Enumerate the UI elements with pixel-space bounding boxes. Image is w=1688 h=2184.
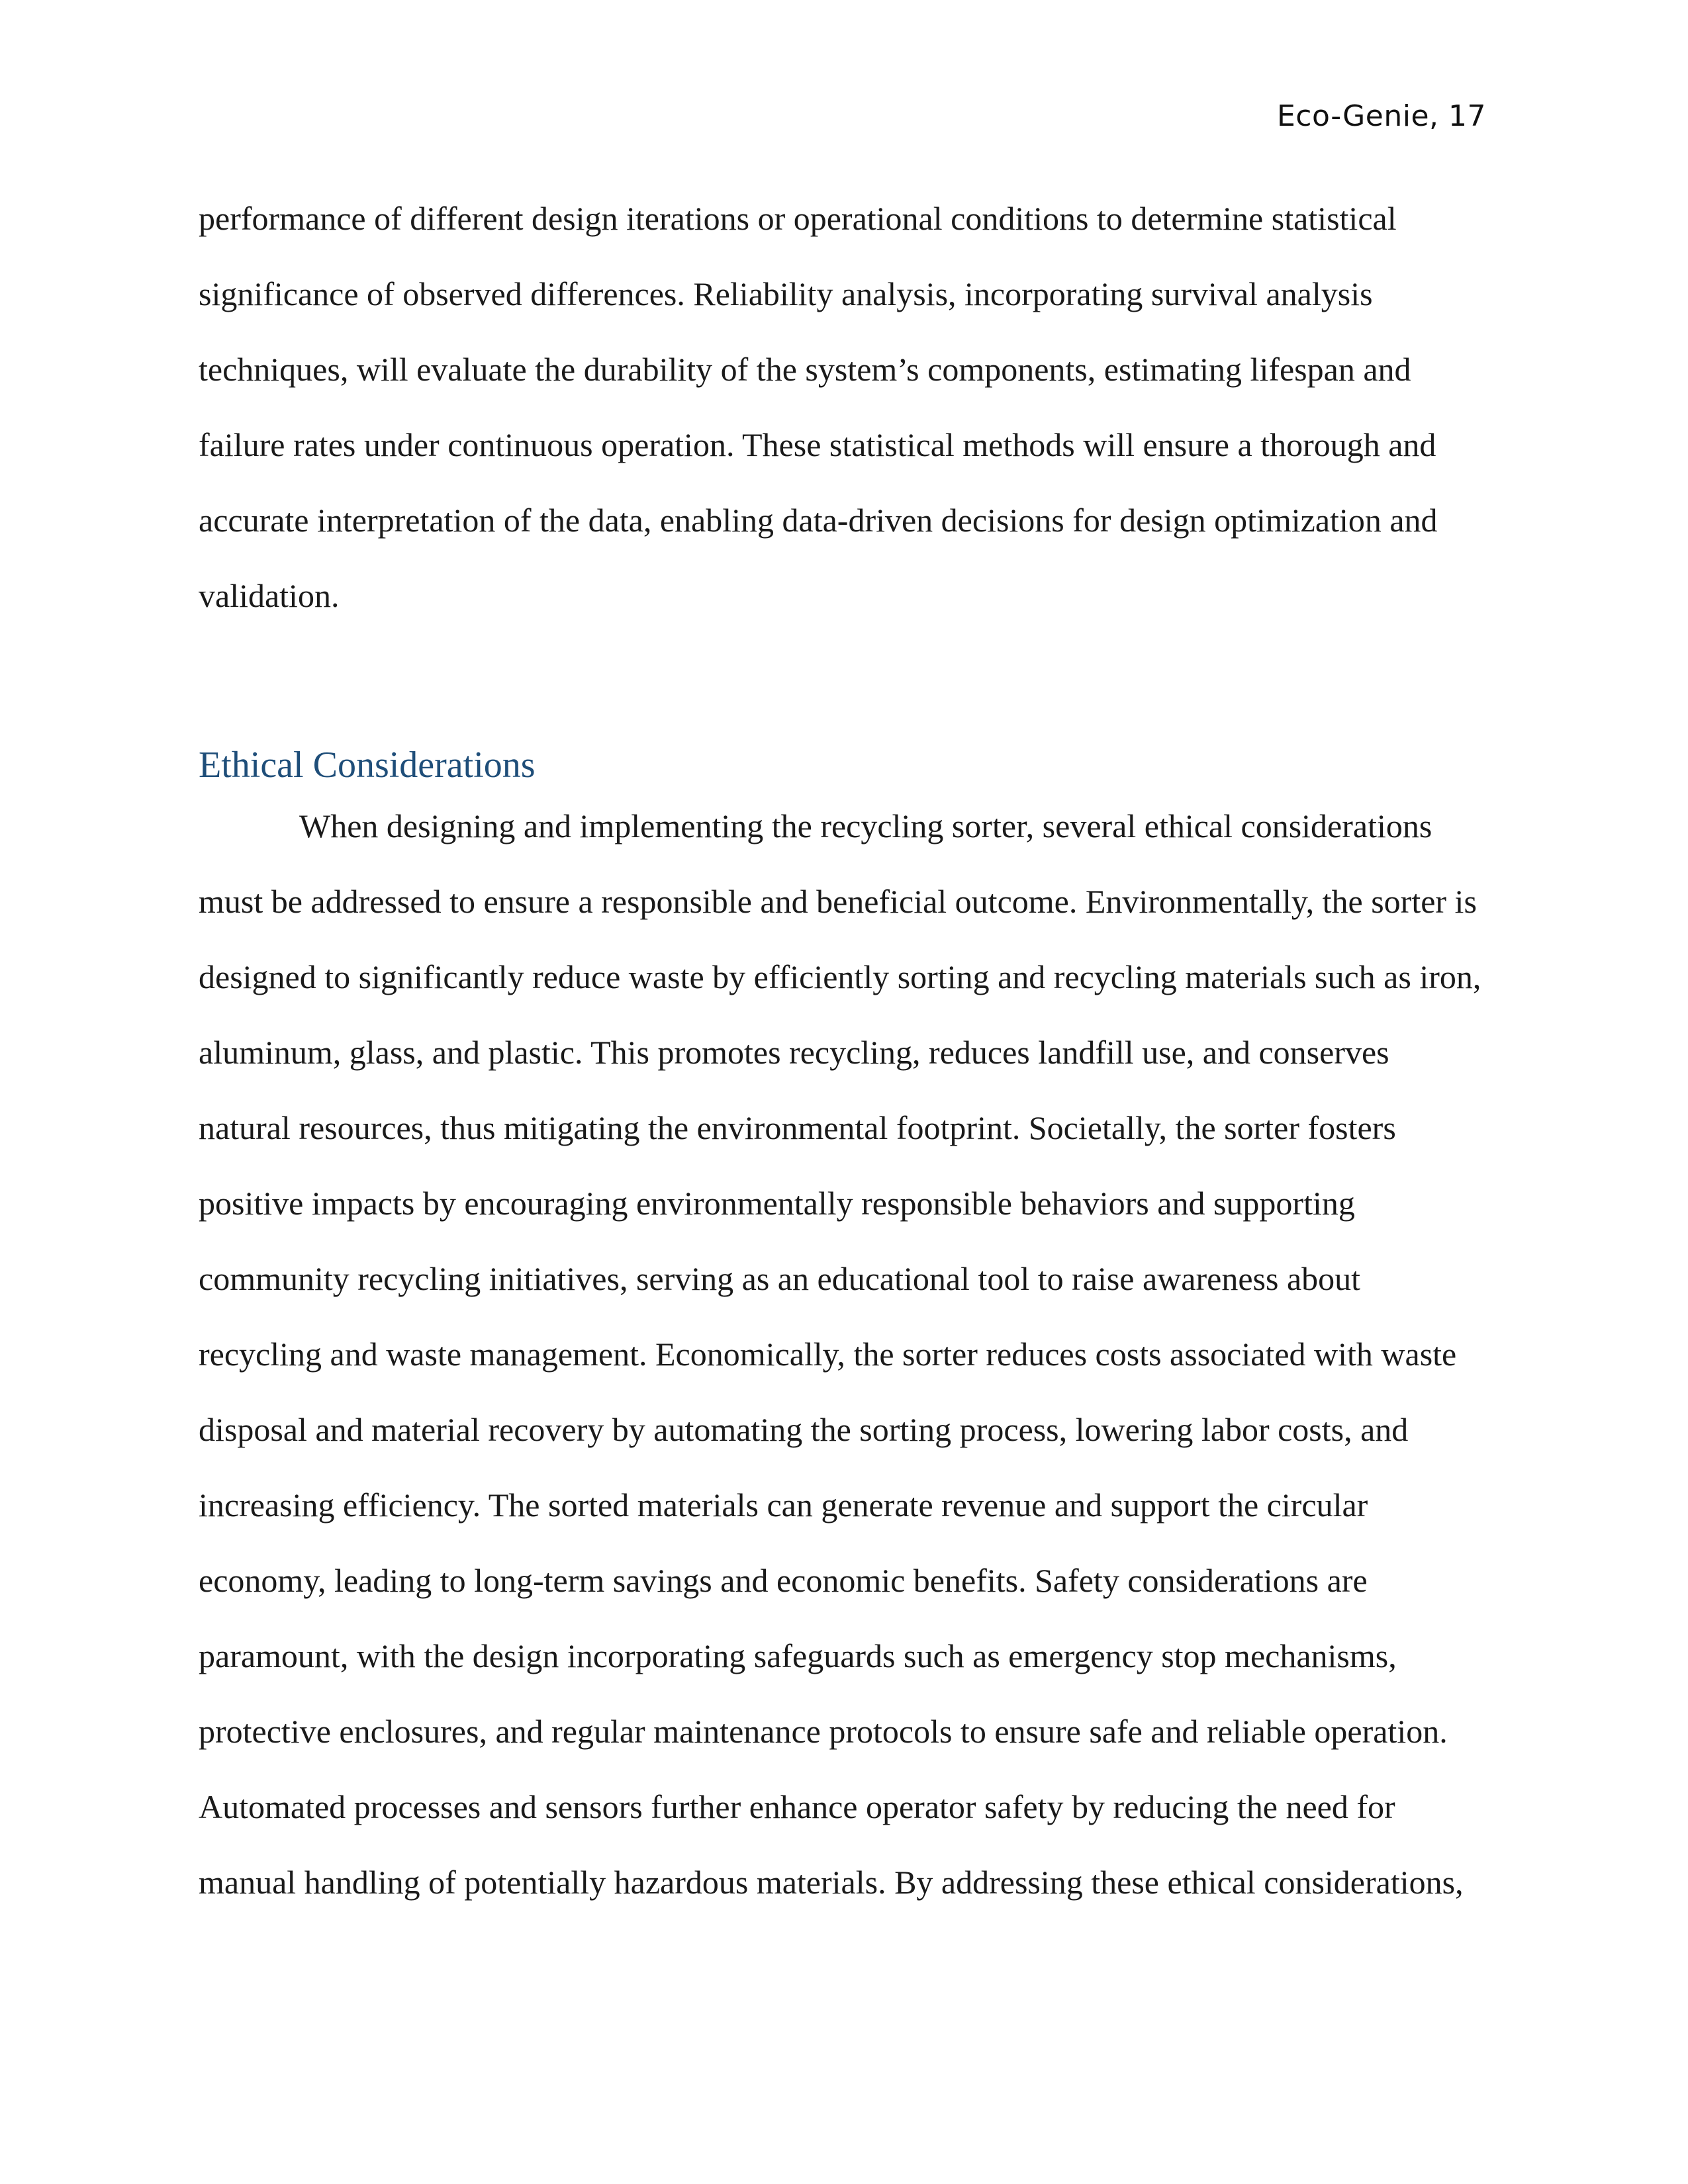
paragraph-line: must be addressed to ensure a responsible and beneficial outcome. Environmentally, the sorter is: [199, 883, 1477, 920]
paragraph-line: increasing efficiency. The sorted materials can generate revenue and support the circular: [199, 1486, 1368, 1524]
paragraph-line: recycling and waste management. Economically, the sorter reduces costs associated with waste: [199, 1336, 1457, 1373]
paragraph-line: failure rates under continuous operation. These statistical methods will ensure a thorough and: [199, 426, 1436, 463]
paragraph-line: natural resources, thus mitigating the environmental footprint. Societally, the sorter fosters: [199, 1109, 1396, 1146]
paragraph-line: techniques, will evaluate the durability of the system’s components, estimating lifespan and: [199, 351, 1411, 388]
paragraph-line: accurate interpretation of the data, enabling data-driven decisions for design optimization and: [199, 502, 1438, 539]
paragraph-line: designed to significantly reduce waste by efficiently sorting and recycling materials such as iron,: [199, 958, 1481, 995]
paragraph-line: protective enclosures, and regular maintenance protocols to ensure safe and reliable operation.: [199, 1713, 1448, 1750]
running-head: Eco-Genie, 17: [1276, 99, 1486, 133]
paragraph-line: performance of different design iterations or operational conditions to determine statistical: [199, 200, 1397, 237]
section-heading: Ethical Considerations: [199, 745, 536, 786]
paragraph-line: manual handling of potentially hazardous materials. By addressing these ethical considerations,: [199, 1864, 1464, 1901]
paragraph-line: Automated processes and sensors further enhance operator safety by reducing the need for: [199, 1788, 1395, 1825]
paragraph-line: significance of observed differences. Reliability analysis, incorporating survival analysis: [199, 275, 1373, 312]
paragraph-line: aluminum, glass, and plastic. This promotes recycling, reduces landfill use, and conserves: [199, 1034, 1389, 1071]
paragraph-line: paramount, with the design incorporating safeguards such as emergency stop mechanisms,: [199, 1637, 1397, 1674]
paragraph-line: disposal and material recovery by automating the sorting process, lowering labor costs, and: [199, 1411, 1409, 1448]
paragraph-line: When designing and implementing the recycling sorter, several ethical considerations: [299, 807, 1432, 844]
paragraph-line: community recycling initiatives, serving as an educational tool to raise awareness about: [199, 1260, 1361, 1297]
paragraph-line: economy, leading to long-term savings and economic benefits. Safety considerations are: [199, 1562, 1368, 1599]
paragraph-line: validation.: [199, 577, 340, 614]
paragraph-line: positive impacts by encouraging environmentally responsible behaviors and supporting: [199, 1185, 1355, 1222]
